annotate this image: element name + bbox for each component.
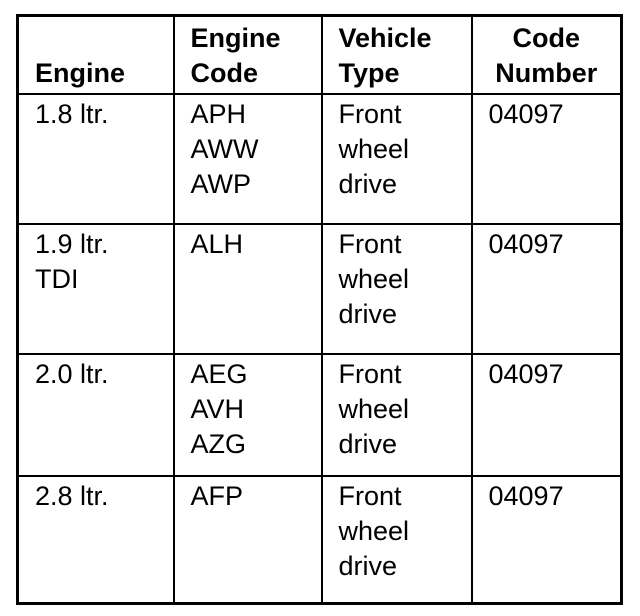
cell-engine [18, 354, 174, 476]
vehicle-type-line: drive [338, 168, 398, 199]
cell-code-number [472, 476, 622, 604]
cell-vehicle-type [322, 476, 472, 604]
header-vehicle-type-line-2: Type [338, 57, 400, 88]
code-number-value: 04097 [488, 358, 564, 389]
vehicle-type-line: drive [338, 298, 398, 329]
cell-code-number [472, 224, 622, 354]
code-number-value: 04097 [488, 228, 564, 259]
code-number-value: 04097 [488, 98, 564, 129]
header-engine-code-line-2: Code [190, 57, 258, 88]
engine-code-line: ALH [190, 228, 244, 259]
cell-code-number [472, 354, 622, 476]
table-row [18, 94, 622, 224]
cell-engine [18, 476, 174, 604]
cell-vehicle-type [322, 354, 472, 476]
engine-code-line: APH [190, 98, 247, 129]
cell-engine-code [174, 94, 322, 224]
header-engine-code-line-1: Engine [190, 22, 281, 53]
vehicle-type-line: wheel [338, 515, 410, 546]
header-vehicle-type [322, 16, 472, 94]
vehicle-type-line: drive [338, 428, 398, 459]
engine-code-line: AFP [190, 480, 244, 511]
header-engine-line: Engine [35, 57, 126, 88]
vehicle-type-line: wheel [338, 393, 410, 424]
header-code-number-line-2: Number [495, 57, 598, 88]
code-number-value: 04097 [488, 480, 564, 511]
header-engine-code [174, 16, 322, 94]
cell-code-number [472, 94, 622, 224]
engine-code-line: AEG [190, 358, 248, 389]
cell-engine-code [174, 476, 322, 604]
header-engine [18, 16, 174, 94]
table-header [18, 16, 622, 94]
engine-code-line: AWP [190, 168, 251, 199]
cell-vehicle-type [322, 94, 472, 224]
vehicle-type-line: Front [338, 228, 402, 259]
header-code-number-line-1: Code [512, 22, 580, 53]
cell-engine [18, 94, 174, 224]
table-body [18, 94, 622, 604]
engine-line: 1.8 ltr. [35, 98, 109, 129]
table-row [18, 224, 622, 354]
engine-code-table [16, 14, 623, 605]
engine-code-line: AVH [190, 393, 245, 424]
cell-vehicle-type [322, 224, 472, 354]
header-vehicle-type-line-1: Vehicle [338, 22, 432, 53]
header-code-number [472, 16, 622, 94]
cell-engine-code [174, 224, 322, 354]
vehicle-type-line: Front [338, 480, 402, 511]
cell-engine [18, 224, 174, 354]
vehicle-type-line: Front [338, 358, 402, 389]
vehicle-type-line: Front [338, 98, 402, 129]
vehicle-type-line: wheel [338, 263, 410, 294]
header-row [18, 16, 622, 94]
cell-engine-code [174, 354, 322, 476]
table-row [18, 354, 622, 476]
table-row [18, 476, 622, 604]
vehicle-type-line: drive [338, 550, 398, 581]
engine-line: TDI [35, 263, 79, 294]
vehicle-type-line: wheel [338, 133, 410, 164]
engine-code-line: AWW [190, 133, 259, 164]
engine-code-line: AZG [190, 428, 247, 459]
engine-line: 1.9 ltr. [35, 228, 109, 259]
engine-line: 2.0 ltr. [35, 358, 109, 389]
engine-line: 2.8 ltr. [35, 480, 109, 511]
